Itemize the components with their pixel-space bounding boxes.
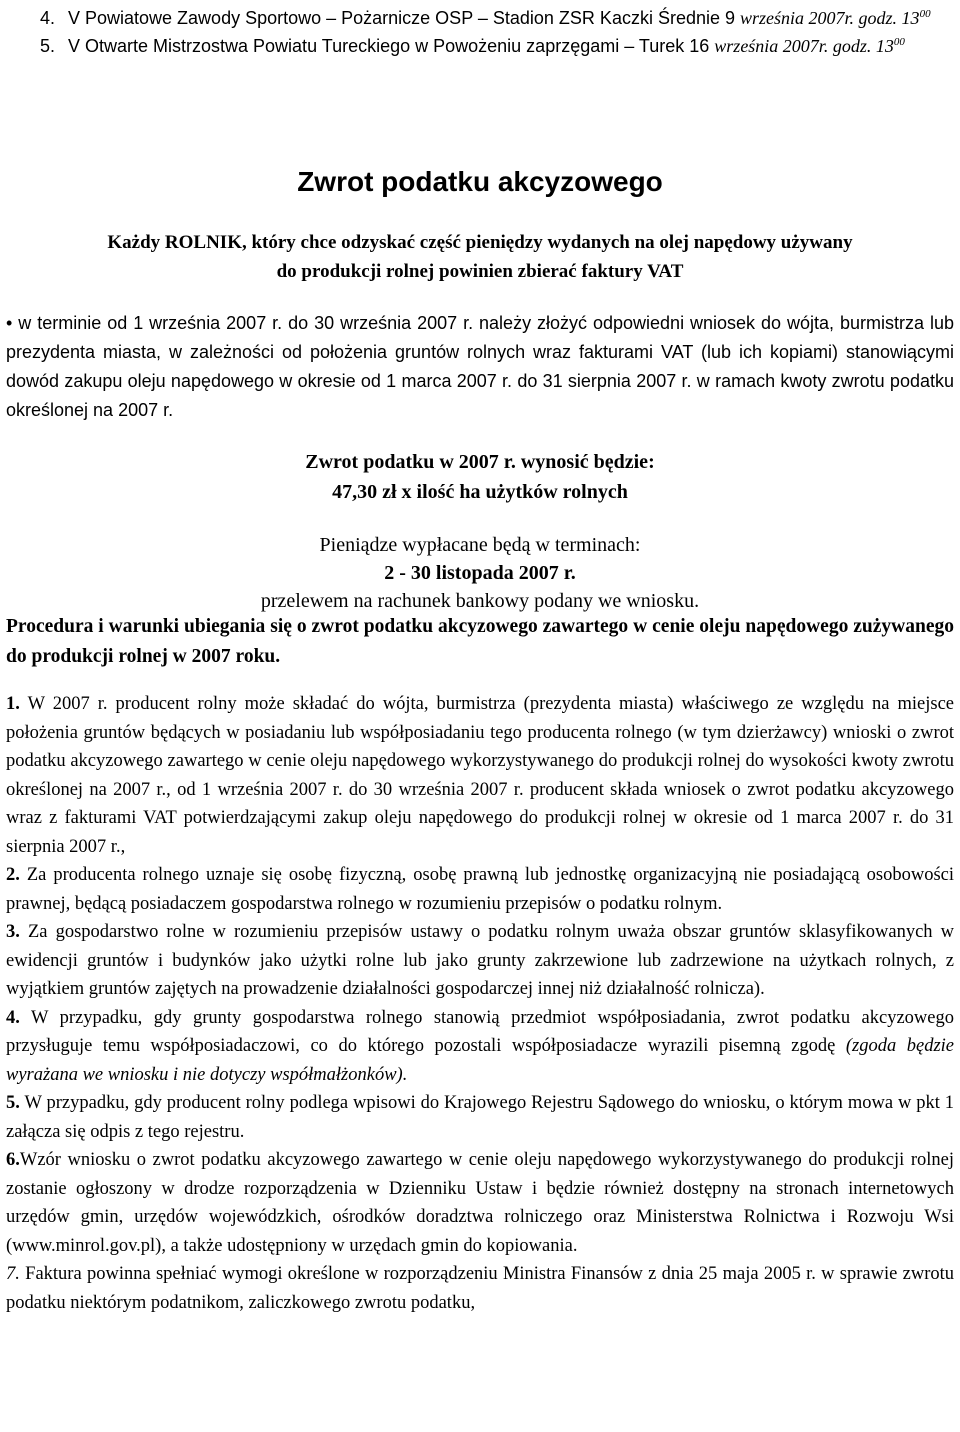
intro-line: do produkcji rolnej powinien zbierać faktury VAT: [276, 261, 684, 282]
procedure-heading: Procedura i warunki ubiegania się o zwrot podatku akcyzowego zawartego w cenie oleju napędowego zużywanego do produkcji rolnej w 2007 roku.: [6, 616, 954, 667]
point-number: 7.: [6, 1264, 20, 1284]
payment-line: przelewem na rachunek bankowy podany we wniosku.: [260, 590, 700, 612]
refund-amount: [0, 447, 960, 507]
payment-line: Pieniądze wypłacane będą w terminach:: [319, 534, 641, 556]
event-date: września 2007r. godz. 13: [714, 36, 894, 56]
point-text: Wzór wniosku o zwrot podatku akcyzowego zawartego w cenie oleju napędowego wykorzystywanego do produkcji rolnej zostanie ogłoszony w drodze rozporządzenia w Dzienniku Ustaw i będzie również dostępny na stronach internetowych urzędów gmin, urzędów wojewódzkich, ośrodków doradztwa rolniczego oraz Ministerstwa Rolnictwa i Rozwoju Wsi (www.minrol.gov.pl), a także udostępniony w urzędach gmin do kopiowania.: [6, 1150, 954, 1256]
refund-line: 47,30 zł x ilość ha użytków rolnych: [332, 481, 628, 503]
point-text: W przypadku, gdy grunty gospodarstwa rolnego stanowią przedmiot współposiadania, zwrot podatku akcyzowego przysługuje temu współposiadaczowi, co do którego pozostali współposiadacze wyrazili pisemną zgodę: [6, 1007, 954, 1056]
event-item: [40, 32, 945, 60]
point-number: 5.: [6, 1093, 20, 1113]
procedure-point: [6, 1089, 954, 1146]
intro-text: [0, 228, 960, 286]
bullet-text: w terminie od 1 września 2007 r. do 30 września 2007 r. należy złożyć odpowiedni wniosek do wójta, burmistrza lub prezydenta miasta, w zależności od położenia gruntów rolnych wraz fakturami VAT (lub ich kopiami) stanowiącymi dowód zakupu oleju napędowego w okresie od 1 marca 2007 r. do 31 sierpnia 2007 r. w ramach kwoty zwrotu podatku określonej na 2007 r.: [6, 313, 954, 420]
event-time-sup: 00: [893, 36, 905, 48]
procedure-point: [6, 861, 954, 918]
point-text: W 2007 r. producent rolny może składać do wójta, burmistrza (prezydenta miasta) właściwego ze względu na miejsce położenia gruntów będących w posiadaniu lub współposiadaniu tego producenta rolnego (w tym dzierżawcy) wnioski o zwrot podatku akcyzowego zawartego w cenie oleju napędowego wykorzystywanego do produkcji rolnej do wysokości kwoty zwrotu określonej na 2007 r., od 1 września 2007 r. do 30 września 2007 r. producent składa wniosek o zwrot podatku akcyzowego wraz z fakturami VAT potwierdzającymi zakup oleju napędowego do produkcji rolnej w okresie od 1 marca 2007 r. do 31 sierpnia 2007 r.,: [6, 694, 954, 857]
event-text: V Powiatowe Zawody Sportowo – Pożarnicze OSP – Stadion ZSR Kaczki Średnie 9: [68, 8, 736, 28]
point-number: 2.: [6, 865, 20, 885]
point-italic-note: (zgoda będzie wyrażana we wniosku i nie dotyczy współmałżonków).: [6, 1036, 955, 1085]
point-text: W przypadku, gdy producent rolny podlega wpisowi do Krajowego Rejestru Sądowego do wniosku, o którym mowa w pkt 1 załącza się odpis z tego rejestru.: [6, 1093, 954, 1142]
event-date: września 2007r. godz. 13: [740, 8, 920, 28]
refund-line: Zwrot podatku w 2007 r. wynosić będzie:: [305, 451, 655, 473]
point-number: 4.: [6, 1007, 20, 1028]
event-item: [40, 4, 945, 32]
procedure-point: [6, 1004, 954, 1090]
procedure-point: [6, 1146, 954, 1260]
payment-dates: 2 - 30 listopada 2007 r.: [384, 562, 576, 584]
point-text: Za producenta rolnego uznaje się osobę fizyczną, osobę prawną lub jednostkę organizacyjną nie posiadającą osobowości prawnej, będącą posiadaczem gospodarstwa rolnego w rozumieniu przepisów o podatku rolnym.: [6, 865, 954, 914]
bullet-icon: •: [6, 313, 13, 333]
event-number: 4.: [40, 8, 56, 28]
events-list: [40, 4, 945, 60]
point-text: Za gospodarstwo rolne w rozumieniu przepisów ustawy o podatku rolnym uważa obszar gruntów sklasyfikowanych w ewidencji gruntów i budynków jako użytki rolne lub jako grunty zakrzewione lub zadrzewione na użytkach rolnych, z wyjątkiem gruntów zajętych na prowadzenie działalności gospodarczej innej niż działalność rolnicza).: [6, 922, 954, 999]
point-number: 1.: [6, 694, 20, 714]
point-text: Faktura powinna spełniać wymogi określone w rozporządzeniu Ministra Finansów z dnia 25 maja 2005 r. w sprawie zwrotu podatku niektórym podatnikom, zaliczkowego zwrotu podatku,: [6, 1264, 955, 1313]
event-number: 5.: [40, 36, 56, 56]
section-title: Zwrot podatku akcyzowego: [297, 166, 663, 197]
payment-info: [0, 531, 960, 615]
point-number: 3.: [6, 922, 20, 942]
procedure-section: [6, 612, 954, 1317]
intro-line: Każdy ROLNIK, który chce odzyskać część pieniędzy wydanych na olej napędowy używany: [107, 232, 853, 253]
deadline-bullet: [6, 309, 954, 425]
procedure-point: [6, 1260, 954, 1317]
procedure-point: [6, 690, 954, 861]
event-text: V Otwarte Mistrzostwa Powiatu Tureckiego w Powożeniu zaprzęgami – Turek 16: [68, 36, 710, 56]
procedure-point: [6, 918, 954, 1004]
point-number: 6.: [6, 1150, 20, 1170]
event-time-sup: 00: [919, 8, 931, 20]
